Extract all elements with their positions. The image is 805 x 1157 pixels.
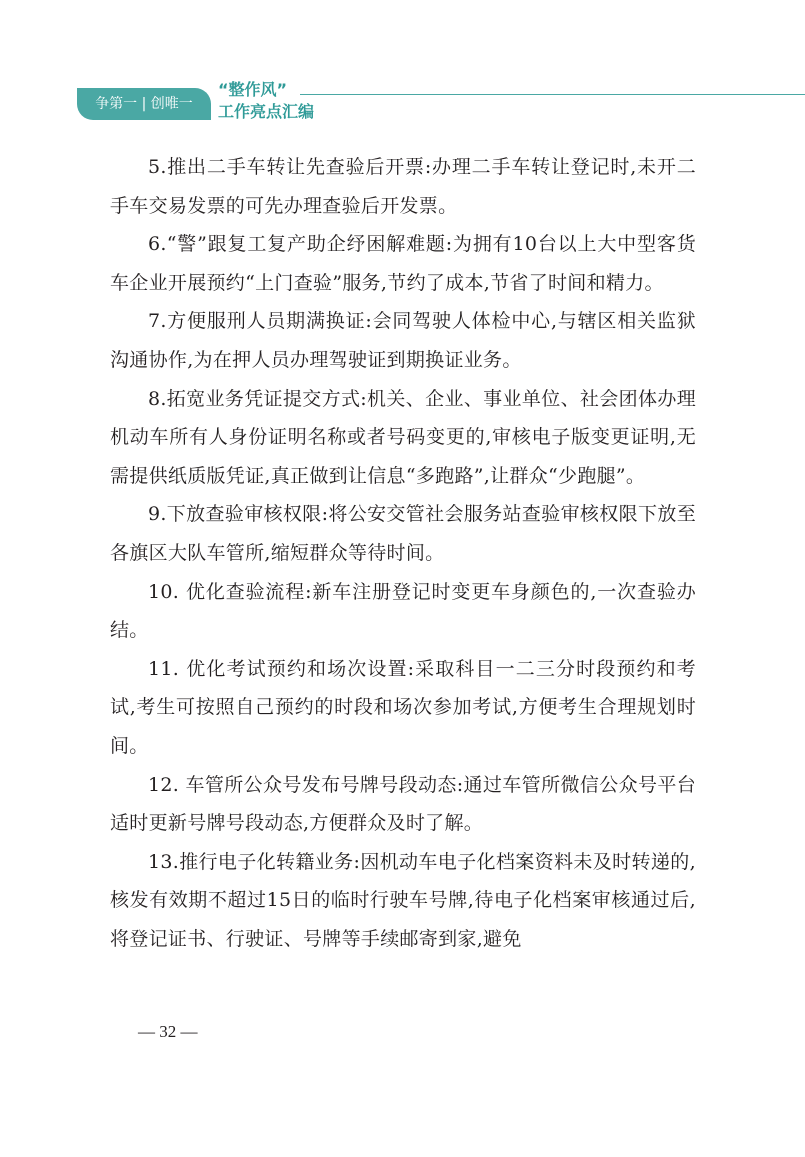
paragraph-12: 12. 车管所公众号发布号牌号段动态:通过车管所微信公众号平台适时更新号牌号段动态,方便群众及时了解。 xyxy=(110,773,696,835)
page-header xyxy=(0,0,805,130)
paragraph-7: 7.方便服刑人员期满换证:会同驾驶人体检中心,与辖区相关监狱沟通协作,为在押人员办理驾驶证到期换证业务。 xyxy=(110,310,696,371)
paragraph-13: 13.推行电子化转籍业务:因机动车电子化档案资料未及时转递的,核发有效期不超过15日的临时行驶车号牌,待电子化档案审核通过后,将登记证书、行驶证、号牌等手续邮寄到家,避免 xyxy=(110,850,696,950)
document-body xyxy=(110,148,696,958)
header-title-quote: “整作风” xyxy=(218,80,288,99)
paragraph-8: 8.拓宽业务凭证提交方式:机关、企业、事业单位、社会团体办理机动车所有人身份证明名称或者号码变更的,审核电子版变更证明,无需提供纸质版凭证,真正做到让信息“多跑路”,让群众“少跑腿”。 xyxy=(110,387,696,487)
header-divider xyxy=(300,94,805,95)
paragraph-5: 5.推出二手车转让先查验后开票:办理二手车转让登记时,未开二手车交易发票的可先办理查验后开发票。 xyxy=(110,156,696,217)
page-footer xyxy=(0,1020,805,1044)
page-number: — 32 — xyxy=(138,1022,198,1041)
paragraph-9: 9.下放查验审核权限:将公安交管社会服务站查验审核权限下放至各旗区大队车管所,缩短群众等待时间。 xyxy=(110,503,696,564)
paragraph-11: 11. 优化考试预约和场次设置:采取科目一二三分时段预约和考试,考生可按照自己预约的时段和场次参加考试,方便考生合理规划时间。 xyxy=(110,657,696,757)
header-title-subtitle: 工作亮点汇编 xyxy=(218,102,315,121)
paragraph-6: 6.“警”跟复工复产助企纾困解难题:为拥有10台以上大中型客货车企业开展预约“上门查验”服务,节约了成本,节省了时间和精力。 xyxy=(110,233,696,294)
paragraph-10: 10. 优化查验流程:新车注册登记时变更车身颜色的,一次查验办结。 xyxy=(110,580,696,642)
section-badge: 争第一 | 创唯一 xyxy=(77,88,211,120)
